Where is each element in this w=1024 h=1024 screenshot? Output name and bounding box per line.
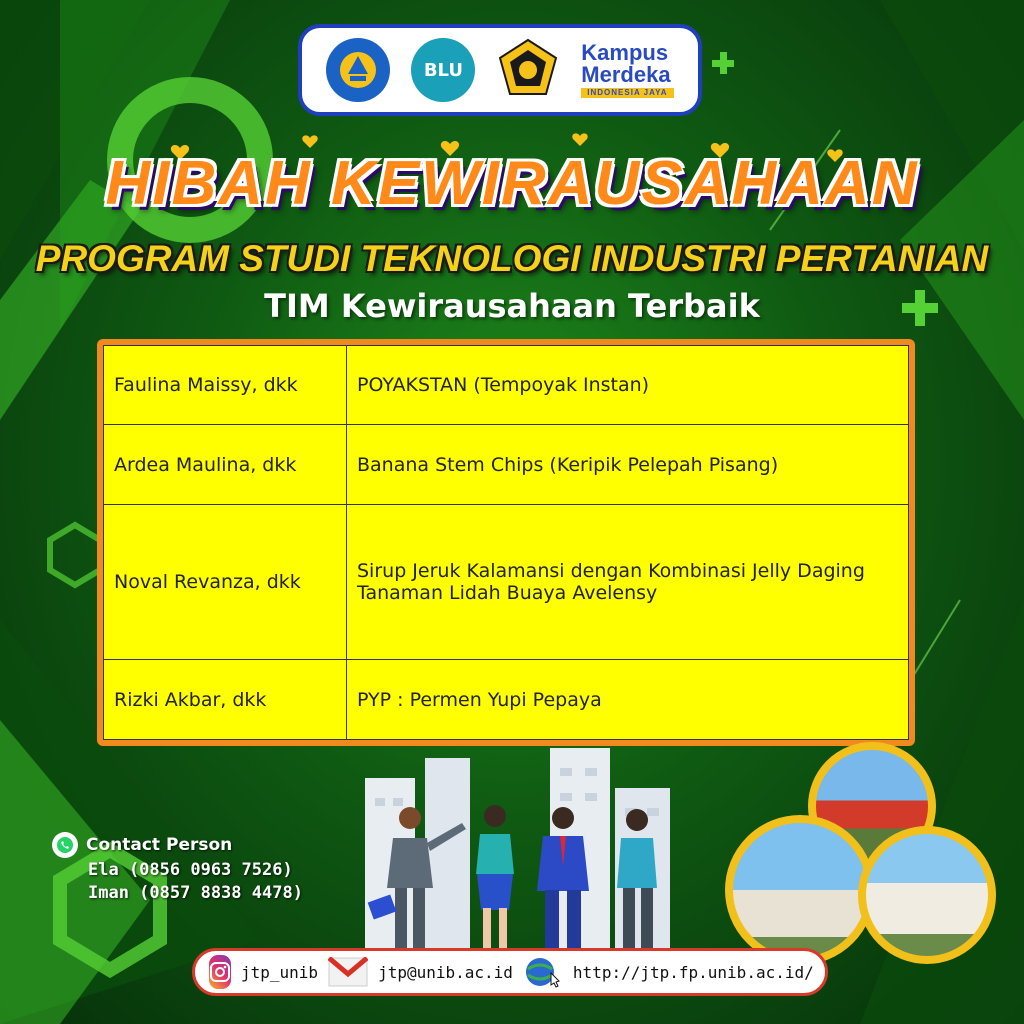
team-product-cell: Sirup Jeruk Kalamansi dengan Kombinasi Jelly Daging Tanaman Lidah Buaya Avelensy xyxy=(347,504,909,660)
team-name-cell: Noval Revanza, dkk xyxy=(104,504,347,660)
team-product-cell: PYP : Permen Yupi Pepaya xyxy=(347,660,909,740)
kampus-merdeka-tag: INDONESIA JAYA xyxy=(581,88,673,98)
kemdikbud-logo xyxy=(326,38,390,102)
table-row xyxy=(104,504,909,660)
table-row xyxy=(104,425,909,504)
team-name-cell: Faulina Maissy, dkk xyxy=(104,346,347,425)
whatsapp-icon xyxy=(52,832,78,858)
contact-person-1: Ela (0856 0963 7526) xyxy=(88,860,293,880)
footer-bar xyxy=(192,948,828,996)
website-url[interactable]: http://jtp.fp.unib.ac.id/ xyxy=(572,962,814,982)
campus-photo-2 xyxy=(725,815,875,965)
main-title: HIBAH KEWIRAUSAHAAN xyxy=(105,149,919,218)
blu-logo-text: BLU xyxy=(423,59,463,81)
contact-block xyxy=(52,832,303,905)
globe-www-icon xyxy=(523,955,563,989)
contact-heading: Contact Person xyxy=(86,834,233,855)
teams-table xyxy=(103,345,909,740)
program-subtitle: PROGRAM STUDI TEKNOLOGI INDUSTRI PERTANIAN xyxy=(35,238,989,279)
contact-person-2: Iman (0857 8838 4478) xyxy=(88,883,303,903)
kampus-merdeka-line1: Kampus xyxy=(581,40,669,65)
team-name-cell: Rizki Akbar, dkk xyxy=(104,660,347,740)
gmail-icon xyxy=(328,957,368,987)
instagram-icon xyxy=(209,955,231,989)
logo-bar xyxy=(298,24,702,116)
team-product-cell: Banana Stem Chips (Keripik Pelepah Pisang) xyxy=(347,425,909,504)
kampus-merdeka-line2: Merdeka xyxy=(581,62,671,87)
section-heading: TIM Kewirausahaan Terbaik xyxy=(264,287,760,325)
instagram-handle[interactable]: jtp_unib xyxy=(241,962,319,982)
kemdikbud-emblem-icon xyxy=(338,50,378,90)
contact-heading-row xyxy=(52,832,303,858)
team-product-cell: POYAKSTAN (Tempoyak Instan) xyxy=(347,346,909,425)
team-name-cell: Ardea Maulina, dkk xyxy=(104,425,347,504)
campus-photo-3 xyxy=(858,826,996,964)
unib-crest-icon xyxy=(496,38,560,102)
blu-logo xyxy=(411,38,475,102)
teams-table-frame xyxy=(97,339,915,746)
table-row xyxy=(104,660,909,740)
email-address[interactable]: jtp@unib.ac.id xyxy=(378,962,513,982)
business-people-illustration xyxy=(355,748,685,953)
unib-logo xyxy=(496,38,560,102)
kampus-merdeka-logo xyxy=(581,42,673,98)
table-row xyxy=(104,346,909,425)
